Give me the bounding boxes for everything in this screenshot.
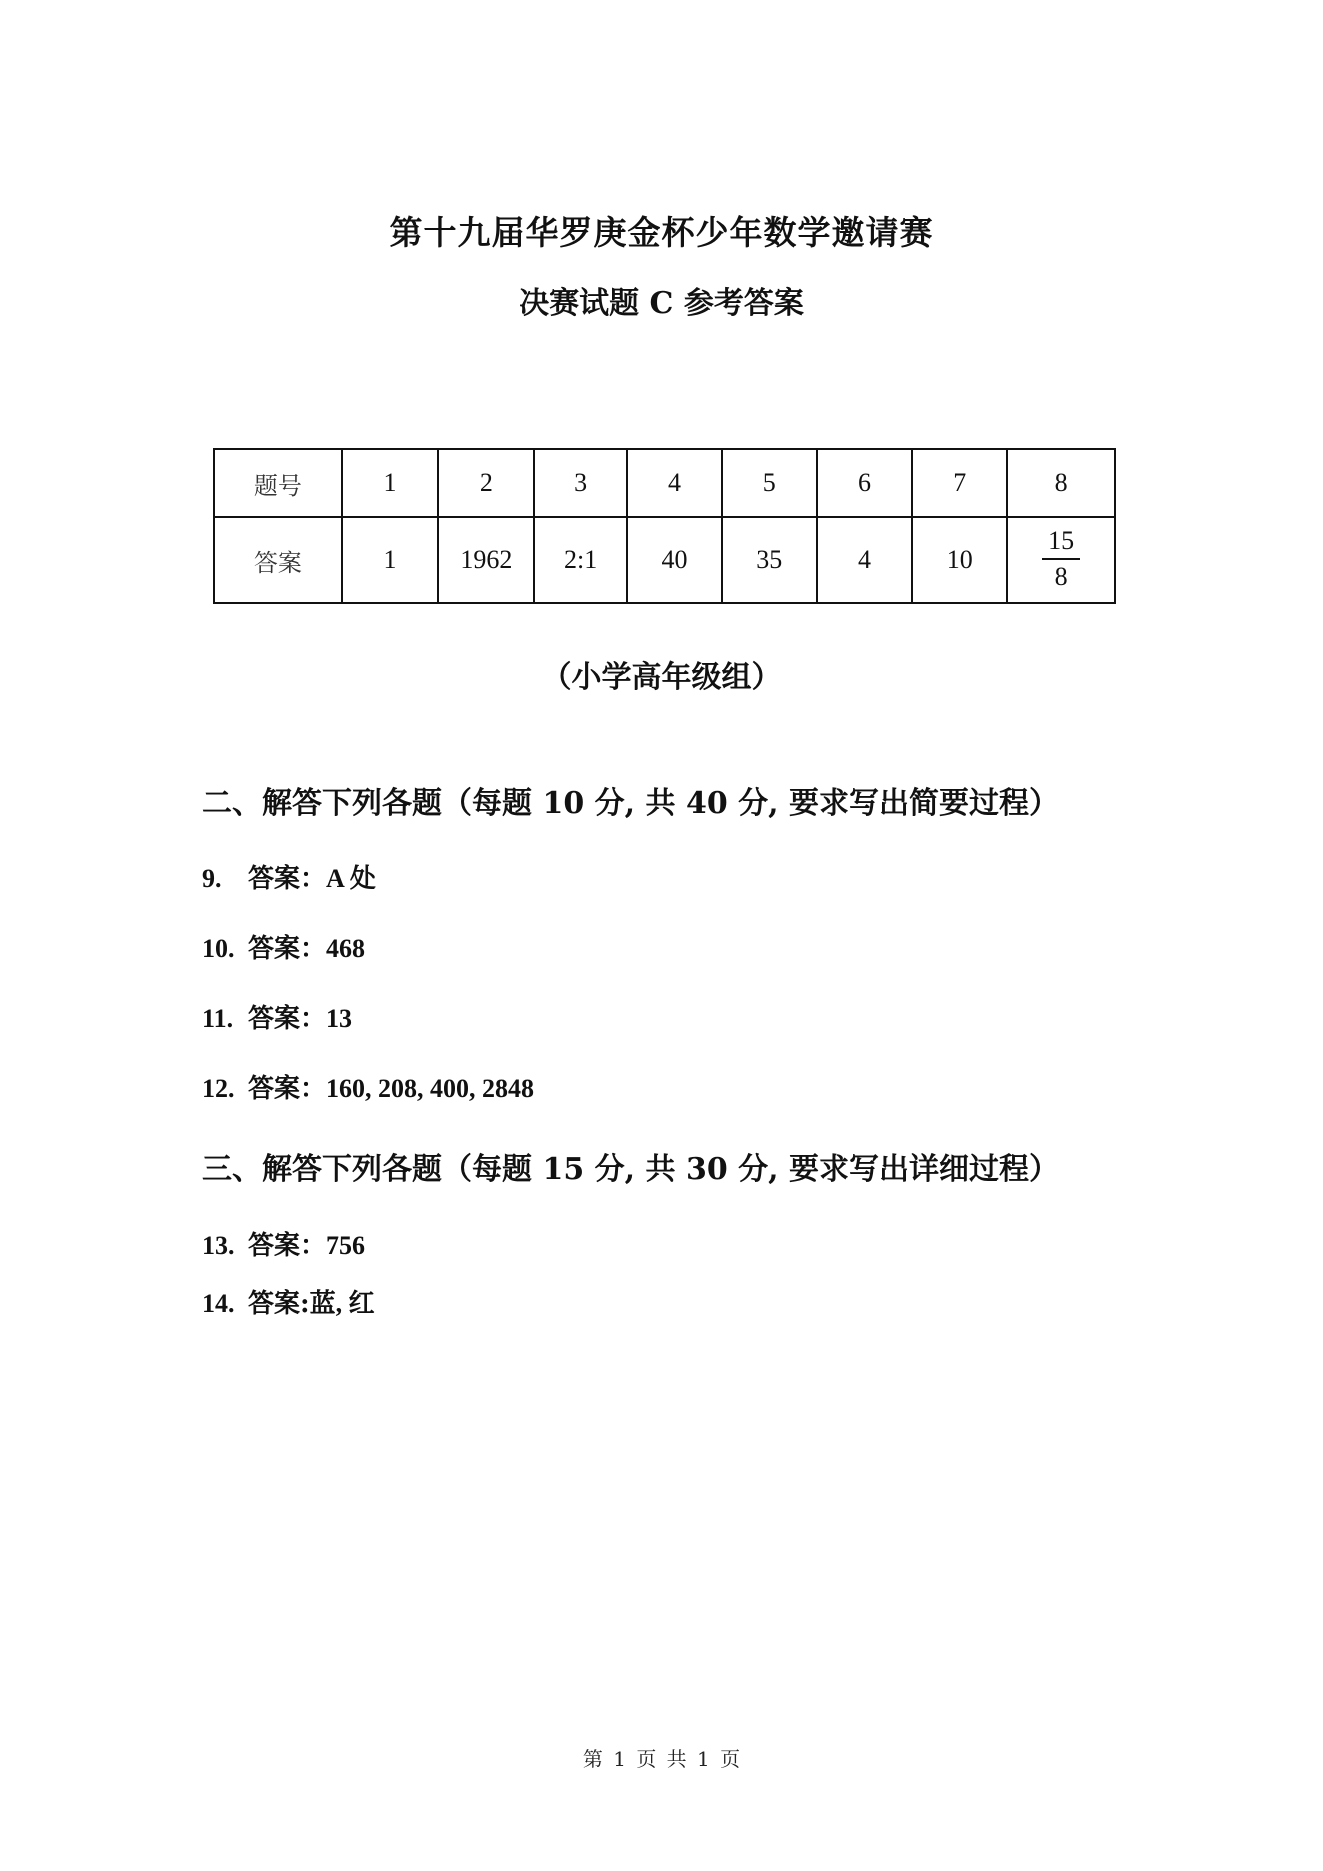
row-label-answer: 答案 — [214, 517, 342, 603]
answer-item — [202, 998, 352, 1035]
item-answer: 756 — [326, 1231, 366, 1260]
answer-cell: 10 — [912, 517, 1007, 603]
section-2-heading: 二、解答下列各题（每题 10 分, 共 40 分, 要求写出简要过程） — [202, 786, 1060, 821]
document-subtitle: 决赛试题 C 参考答案 — [519, 286, 804, 321]
answer-cell: 1 — [342, 517, 439, 603]
answer-item — [202, 1283, 375, 1320]
question-number-cell: 1 — [342, 449, 439, 517]
question-number-cell: 6 — [817, 449, 913, 517]
item-answer: 蓝, 红 — [309, 1289, 375, 1318]
item-answer: 468 — [326, 934, 366, 963]
row-label-question-number: 题号 — [214, 449, 342, 517]
item-label: 答案: — [248, 1289, 310, 1319]
item-label: 答案： — [248, 934, 327, 964]
item-number: 13. — [202, 1231, 235, 1260]
group-label: （小学高年级组） — [541, 660, 782, 695]
answer-table — [213, 448, 1116, 604]
fraction-denominator: 8 — [1054, 562, 1068, 591]
table-row-questions — [214, 449, 1115, 517]
answer-cell: 4 — [817, 517, 913, 603]
document-title: 第十九届华罗庚金杯少年数学邀请赛 — [389, 213, 934, 252]
question-number-cell: 5 — [722, 449, 817, 517]
fraction-numerator: 15 — [1042, 528, 1080, 560]
question-number-cell: 2 — [438, 449, 534, 517]
question-number-cell: 8 — [1007, 449, 1115, 517]
item-number: 10. — [202, 934, 235, 963]
item-number: 9. — [202, 864, 222, 893]
item-answer: 13 — [326, 1004, 353, 1033]
item-label: 答案： — [248, 1231, 327, 1261]
item-answer: 160, 208, 400, 2848 — [326, 1074, 535, 1103]
item-label: 答案： — [248, 1074, 327, 1104]
item-number: 11. — [202, 1004, 234, 1033]
item-label: 答案： — [248, 864, 327, 894]
answer-cell: 35 — [722, 517, 817, 603]
item-label: 答案： — [248, 1004, 327, 1034]
section-3-heading: 三、解答下列各题（每题 15 分, 共 30 分, 要求写出详细过程） — [202, 1152, 1060, 1187]
page-footer: 第 1 页 共 1 页 — [582, 1747, 741, 1771]
answer-cell: 1962 — [438, 517, 534, 603]
table-row-answers — [214, 517, 1115, 603]
fraction — [1042, 528, 1080, 590]
answer-item — [202, 858, 376, 895]
answer-cell: 2:1 — [534, 517, 627, 603]
question-number-cell: 4 — [627, 449, 722, 517]
item-answer: A 处 — [326, 864, 376, 893]
item-number: 14. — [202, 1289, 235, 1318]
item-number: 12. — [202, 1074, 235, 1103]
answer-cell: 40 — [627, 517, 722, 603]
question-number-cell: 7 — [912, 449, 1007, 517]
answer-item — [202, 1225, 365, 1262]
answer-item — [202, 1068, 534, 1105]
answer-cell-fraction — [1007, 517, 1115, 603]
question-number-cell: 3 — [534, 449, 627, 517]
answer-item — [202, 928, 365, 965]
